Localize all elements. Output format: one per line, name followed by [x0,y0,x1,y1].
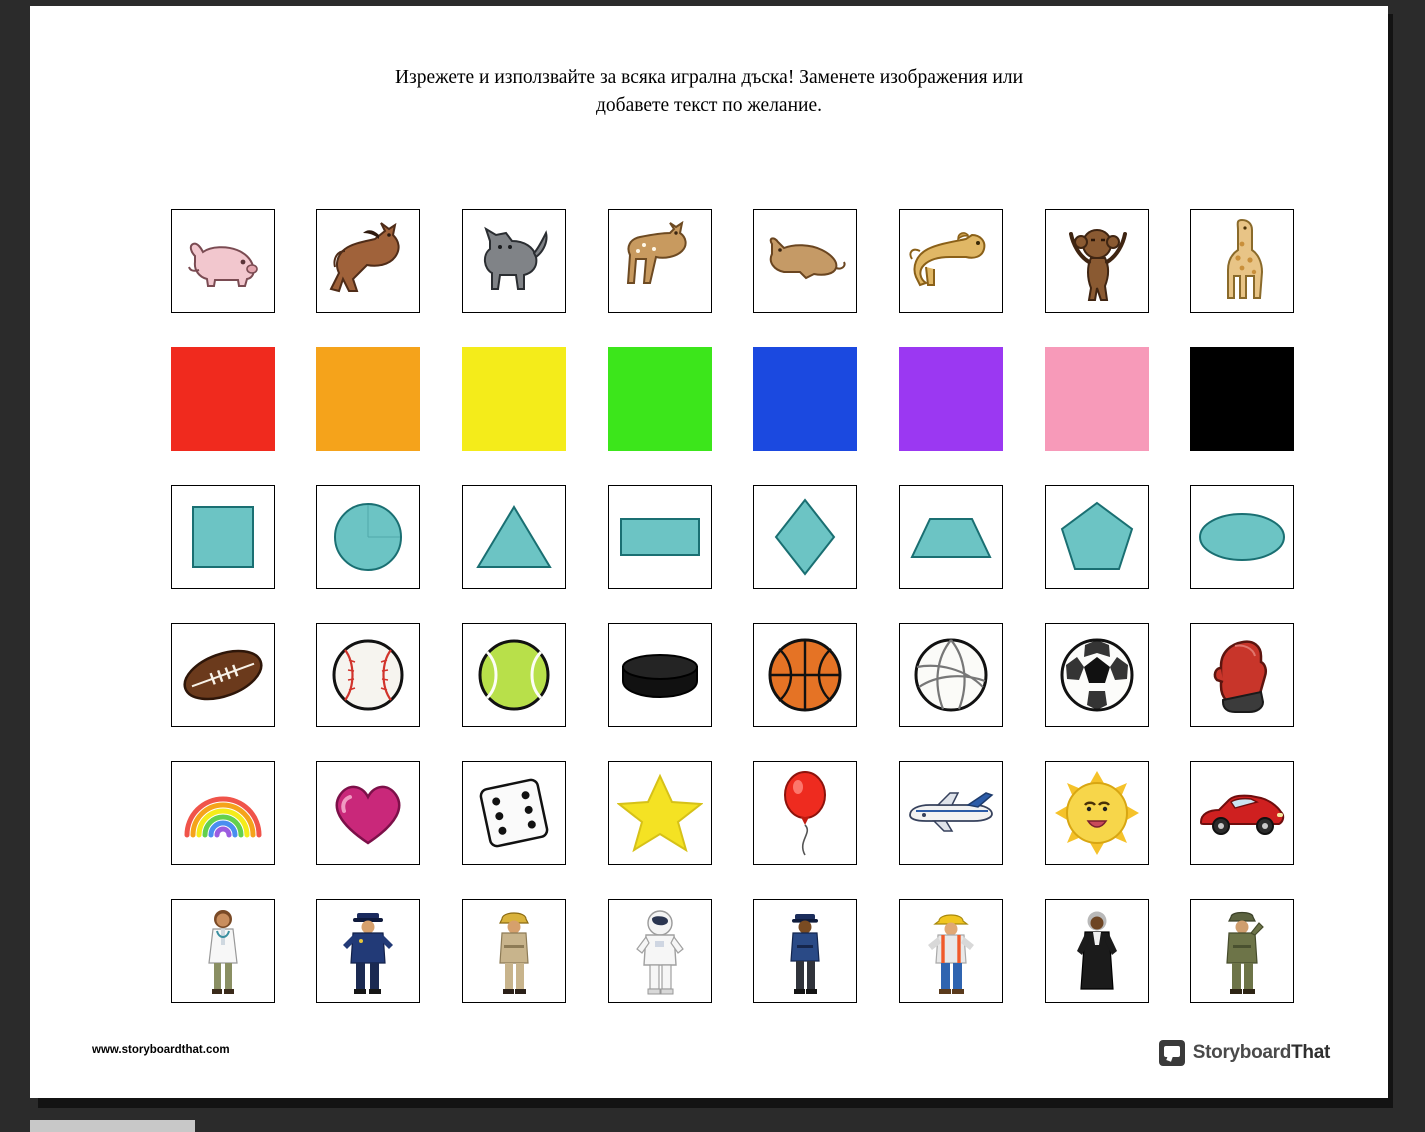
tile-basketball[interactable] [753,623,857,727]
tile-cell[interactable] [150,485,296,589]
tile-cell[interactable] [441,623,587,727]
monkey-icon [1061,218,1133,304]
tile-shape-circle[interactable] [316,485,420,589]
tile-cell[interactable] [587,209,733,313]
volleyball-icon [911,635,991,715]
tile-cell[interactable] [878,761,1024,865]
page-edge-strip [30,1120,195,1132]
tile-cell[interactable] [733,485,879,589]
heart-icon [328,777,408,849]
page-title-line2: добавете текст по желание. [596,95,822,117]
tile-cell[interactable] [733,899,879,1003]
tile-color-black[interactable] [1190,347,1294,451]
boxing-glove-icon [1209,634,1275,716]
tile-shape-oval[interactable] [1190,485,1294,589]
tile-giraffe[interactable] [1190,209,1294,313]
tile-cell[interactable] [1024,347,1170,451]
tile-soccer-ball[interactable] [1045,623,1149,727]
tile-color-purple[interactable] [899,347,1003,451]
rectangle-shape-icon [617,509,703,565]
brand-name-part2: That [1291,1042,1330,1063]
tile-police-officer[interactable] [316,899,420,1003]
tile-monkey[interactable] [1045,209,1149,313]
tile-rabbit[interactable] [753,209,857,313]
dog-icon [906,227,996,295]
tile-cell[interactable] [296,623,442,727]
oval-shape-icon [1197,507,1287,567]
brand-name [1193,1042,1330,1064]
page-title [309,64,1109,121]
tile-cell[interactable] [296,761,442,865]
tile-cell[interactable] [878,347,1024,451]
deer-icon [618,221,702,301]
basketball-icon [765,635,845,715]
tile-cell[interactable] [587,623,733,727]
tile-shape-trapezoid[interactable] [899,485,1003,589]
trapezoid-shape-icon [908,507,994,567]
astronaut-icon [633,905,687,997]
tile-row-animals [150,209,1315,313]
tile-balloon[interactable] [753,761,857,865]
tile-cell[interactable] [150,623,296,727]
tile-cell[interactable] [1024,623,1170,727]
tile-judge[interactable] [1045,899,1149,1003]
tile-shape-rectangle[interactable] [608,485,712,589]
doctor-icon [197,905,249,997]
tile-sun[interactable] [1045,761,1149,865]
diamond-shape-icon [770,496,840,578]
speech-bubble-icon [1159,1040,1185,1066]
tile-doctor[interactable] [171,899,275,1003]
tile-shape-square[interactable] [171,485,275,589]
tile-heart[interactable] [316,761,420,865]
car-icon [1195,788,1289,838]
tile-cell[interactable] [150,347,296,451]
tile-cell[interactable] [296,347,442,451]
tile-cell[interactable] [587,347,733,451]
tile-row-sports [150,623,1315,727]
horse-icon [323,221,413,301]
tile-cell[interactable] [733,623,879,727]
tile-grid [150,209,1315,1003]
tile-security-guard[interactable] [753,899,857,1003]
tile-cell[interactable] [1169,485,1315,589]
tile-row-objects [150,761,1315,865]
sun-icon [1055,771,1139,855]
tile-tennis-ball[interactable] [462,623,566,727]
tile-cell[interactable] [733,209,879,313]
tile-dice[interactable] [462,761,566,865]
tile-cell[interactable] [441,485,587,589]
tile-row-colors [150,347,1315,451]
football-icon [178,642,268,708]
tile-cell[interactable] [587,761,733,865]
tile-color-pink[interactable] [1045,347,1149,451]
worksheet-sheet [30,6,1388,1098]
dice-icon [475,774,553,852]
tile-shape-triangle[interactable] [462,485,566,589]
tile-cell[interactable] [878,485,1024,589]
tile-cell[interactable] [441,347,587,451]
pentagon-shape-icon [1058,499,1136,575]
tile-hockey-puck[interactable] [608,623,712,727]
tile-firefighter[interactable] [462,899,566,1003]
tile-cell[interactable] [1169,623,1315,727]
pig-icon [181,226,265,296]
tile-cell[interactable] [587,899,733,1003]
tile-soldier[interactable] [1190,899,1294,1003]
tile-construction-worker[interactable] [899,899,1003,1003]
tile-cell[interactable] [441,899,587,1003]
tile-cell[interactable] [733,761,879,865]
tile-cell[interactable] [296,209,442,313]
tile-cell[interactable] [150,209,296,313]
tile-cell[interactable] [1024,899,1170,1003]
tile-shape-diamond[interactable] [753,485,857,589]
tile-airplane[interactable] [899,761,1003,865]
tile-cell[interactable] [878,623,1024,727]
tile-car[interactable] [1190,761,1294,865]
tile-cell[interactable] [733,347,879,451]
tile-cell[interactable] [587,485,733,589]
soccer-ball-icon [1057,635,1137,715]
tile-cell[interactable] [150,899,296,1003]
tile-color-red[interactable] [171,347,275,451]
airplane-icon [904,789,998,837]
tile-cell[interactable] [296,485,442,589]
tile-cell[interactable] [1169,347,1315,451]
tile-baseball[interactable] [316,623,420,727]
tile-cell[interactable] [296,899,442,1003]
tile-rainbow[interactable] [171,761,275,865]
footer-url[interactable]: www.storyboardthat.com [92,1044,230,1056]
tile-row-shapes [150,485,1315,589]
police-officer-icon [339,905,397,997]
tile-cell[interactable] [1169,761,1315,865]
tile-cell[interactable] [1024,761,1170,865]
firefighter-icon [488,905,540,997]
balloon-icon [777,767,833,859]
page-title-line1: Изрежете и използвайте за всяка игрална дъска! Заменете изображения или [394,67,1024,88]
hockey-puck-icon [615,647,705,703]
judge-icon [1072,905,1122,997]
tile-star[interactable] [608,761,712,865]
tile-color-blue[interactable] [753,347,857,451]
square-shape-icon [187,501,259,573]
cat-icon [472,223,556,299]
security-guard-icon [779,905,831,997]
giraffe-icon [1212,216,1272,306]
tile-cell[interactable] [441,761,587,865]
rabbit-icon [760,230,850,292]
circle-shape-icon [330,499,406,575]
tile-deer[interactable] [608,209,712,313]
tile-pig[interactable] [171,209,275,313]
brand-logo[interactable] [1159,1040,1330,1066]
tile-cell[interactable] [1024,209,1170,313]
triangle-shape-icon [474,501,554,573]
tile-cell[interactable] [878,209,1024,313]
tile-volleyball[interactable] [899,623,1003,727]
tile-football[interactable] [171,623,275,727]
tile-dog[interactable] [899,209,1003,313]
construction-worker-icon [923,905,979,997]
tennis-ball-icon [475,636,553,714]
tile-shape-pentagon[interactable] [1045,485,1149,589]
tile-color-orange[interactable] [316,347,420,451]
tile-cell[interactable] [878,899,1024,1003]
star-icon [617,772,703,854]
tile-horse[interactable] [316,209,420,313]
tile-cat[interactable] [462,209,566,313]
tile-row-occupations [150,899,1315,1003]
tile-cell[interactable] [150,761,296,865]
tile-astronaut[interactable] [608,899,712,1003]
tile-cell[interactable] [1169,899,1315,1003]
tile-color-yellow[interactable] [462,347,566,451]
baseball-icon [329,636,407,714]
rainbow-icon [179,785,267,841]
tile-cell[interactable] [441,209,587,313]
tile-boxing-glove[interactable] [1190,623,1294,727]
soldier-icon [1215,905,1269,997]
tile-color-green[interactable] [608,347,712,451]
brand-name-part1: Storyboard [1192,1042,1292,1063]
tile-cell[interactable] [1024,485,1170,589]
tile-cell[interactable] [1169,209,1315,313]
